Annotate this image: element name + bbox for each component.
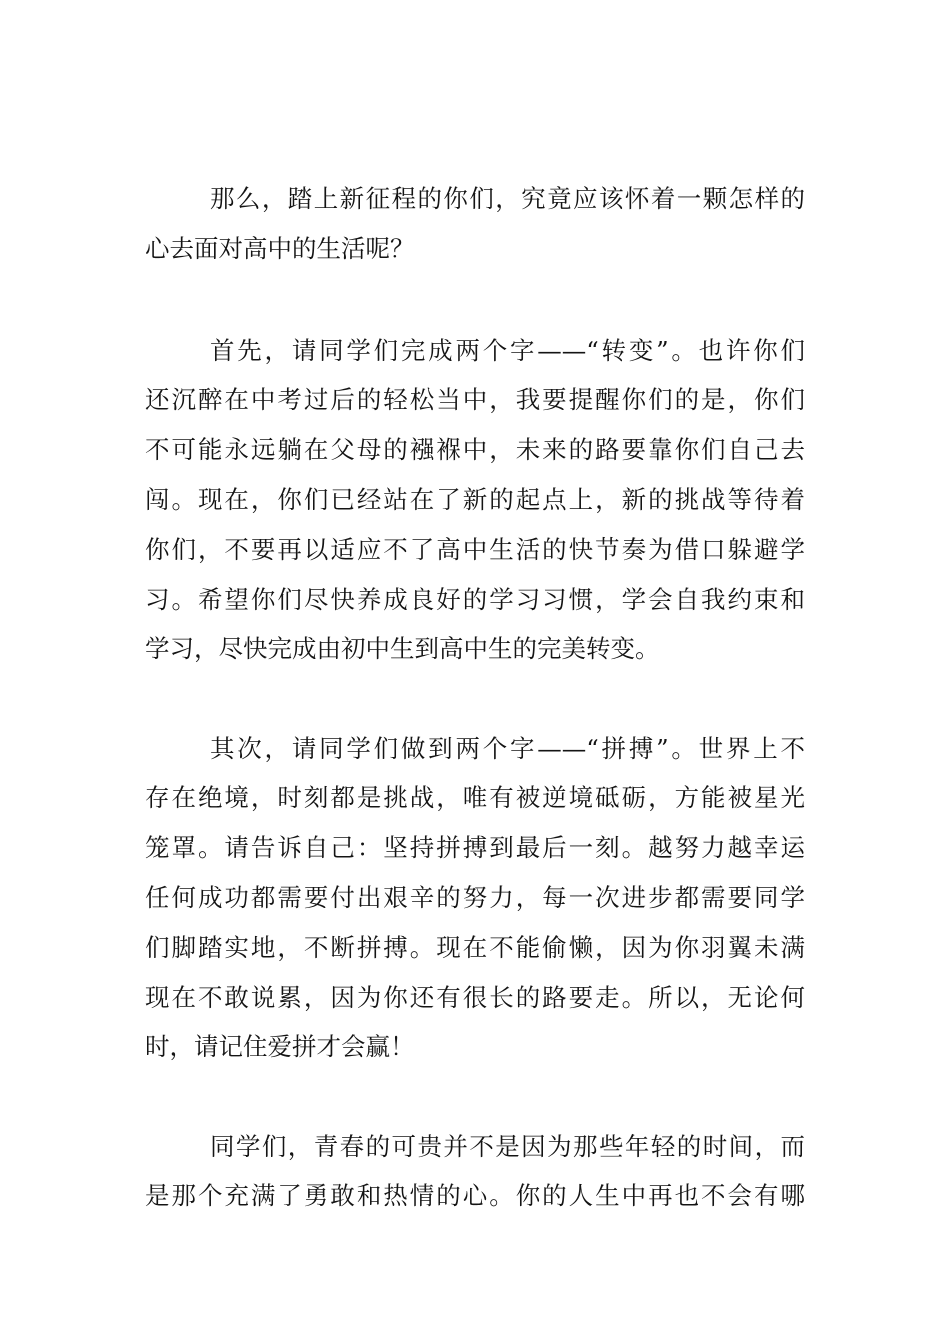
paragraph-2-line-1: 首先，请同学们完成两个字——“转变”。也许你们 — [210, 336, 805, 365]
paragraph-3-line-6: 现在不敢说累，因为你还有很长的路要走。所以，无论何 — [145, 983, 805, 1012]
paragraph-3-line-5: 们脚踏实地，不断拼搏。现在不能偷懒，因为你羽翼未满 — [145, 933, 805, 962]
paragraph-2-line-3: 不可能永远躺在父母的襁褓中，未来的路要靠你们自己去 — [145, 435, 805, 464]
paragraph-3-line-7: 时，请记住爱拼才会赢！ — [145, 1032, 415, 1061]
paragraph-2-line-6: 习。希望你们尽快养成良好的学习习惯，学会自我约束和 — [145, 585, 805, 614]
paragraph-2-line-5: 你们，不要再以适应不了高中生活的快节奏为借口躲避学 — [145, 535, 805, 564]
paragraph-4-line-1: 同学们，青春的可贵并不是因为那些年轻的时间，而 — [210, 1132, 805, 1161]
paragraph-3-line-1: 其次，请同学们做到两个字——“拼搏”。世界上不 — [210, 734, 805, 763]
paragraph-1-line-2: 心去面对高中的生活呢？ — [145, 234, 415, 263]
paragraph-1-line-1: 那么，踏上新征程的你们，究竟应该怀着一颗怎样的 — [210, 184, 805, 213]
paragraph-2-line-2: 还沉醉在中考过后的轻松当中，我要提醒你们的是，你们 — [145, 385, 805, 414]
paragraph-4-line-2: 是那个充满了勇敢和热情的心。你的人生中再也不会有哪 — [145, 1181, 805, 1210]
paragraph-3-line-3: 笼罩。请告诉自己：坚持拼搏到最后一刻。越努力越幸运 — [145, 833, 805, 862]
paragraph-3-line-2: 存在绝境，时刻都是挑战，唯有被逆境砥砺，方能被星光 — [145, 783, 805, 812]
paragraph-3-line-4: 任何成功都需要付出艰辛的努力，每一次进步都需要同学 — [145, 883, 805, 912]
paragraph-2-line-4: 闯。现在，你们已经站在了新的起点上，新的挑战等待着 — [145, 485, 805, 514]
paragraph-2-line-7: 学习，尽快完成由初中生到高中生的完美转变。 — [145, 634, 660, 663]
